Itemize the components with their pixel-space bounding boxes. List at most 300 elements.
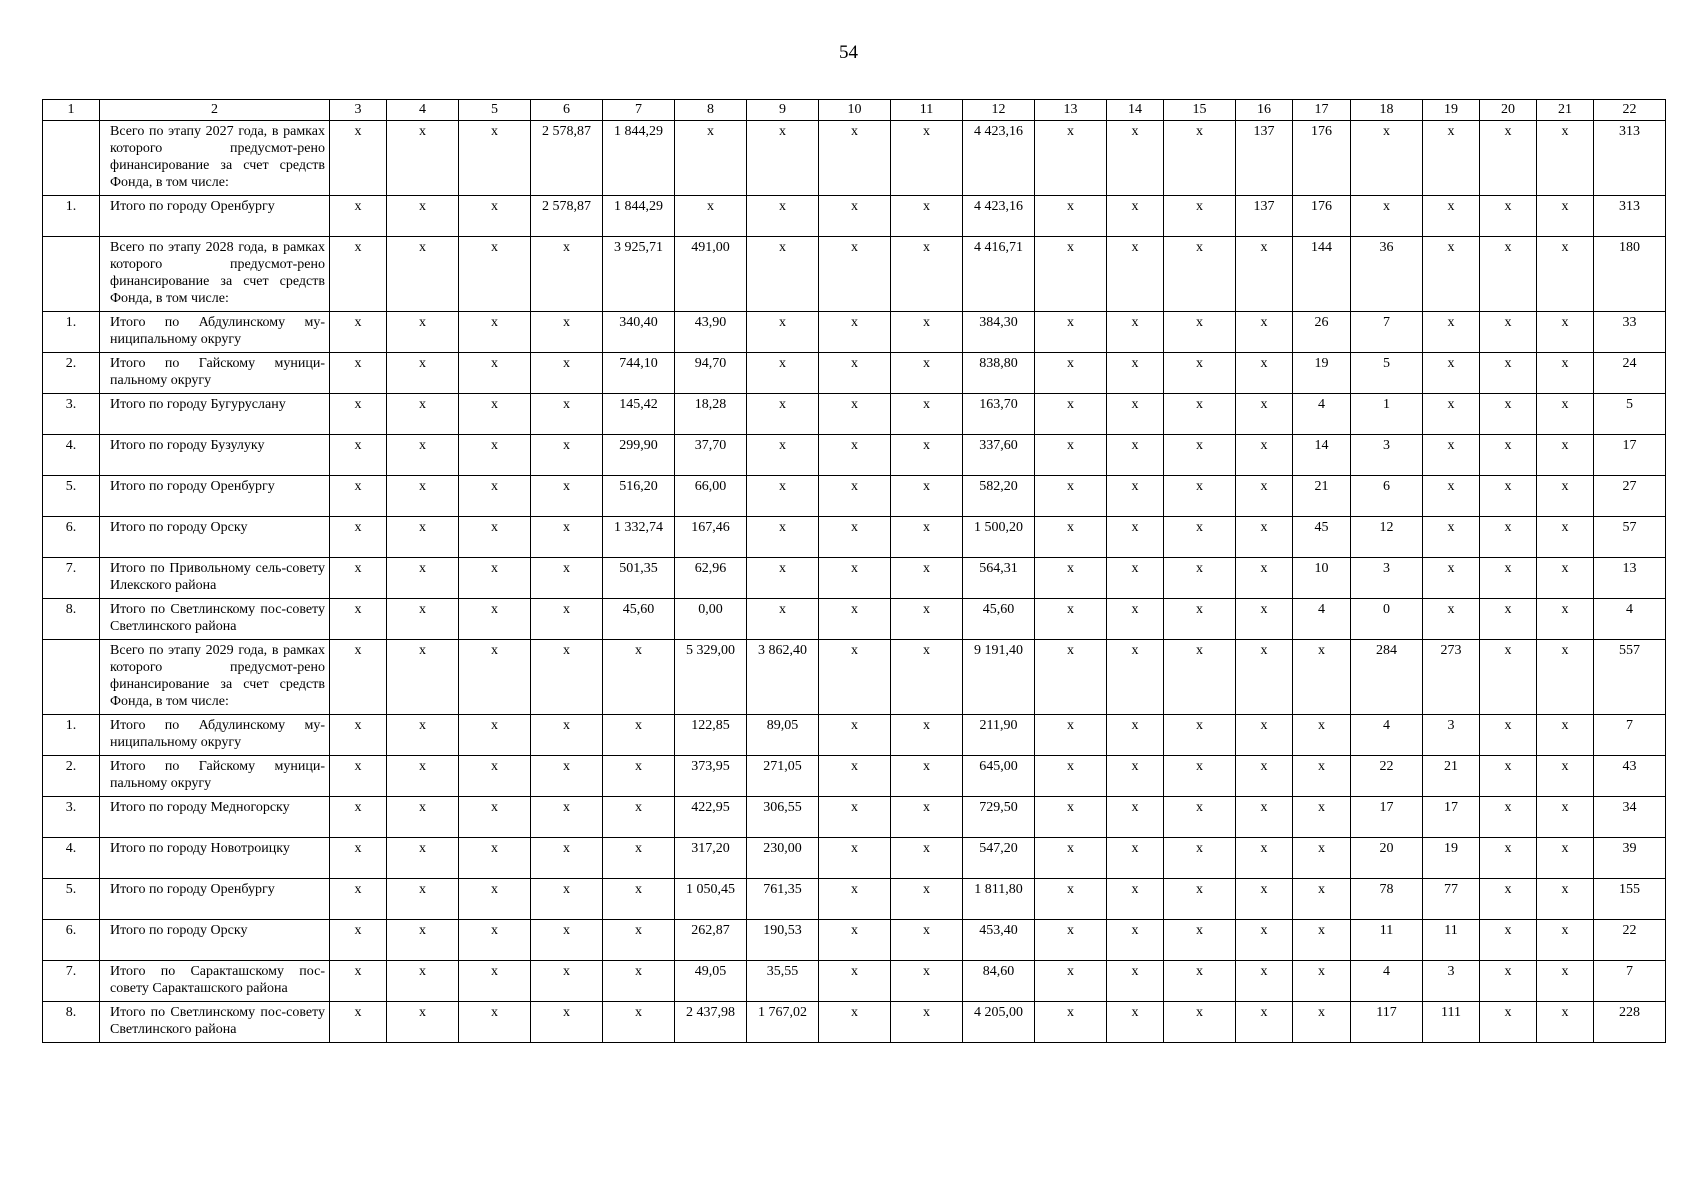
value-cell: х (1035, 879, 1107, 920)
value-cell: х (387, 961, 459, 1002)
value-cell: х (1035, 517, 1107, 558)
funding-table (42, 99, 1666, 1043)
value-cell: х (330, 715, 387, 756)
value-cell: х (387, 517, 459, 558)
value-cell: 26 (1293, 312, 1351, 353)
value-cell: 24 (1594, 353, 1666, 394)
table-row (43, 838, 1666, 879)
value-cell: 228 (1594, 1002, 1666, 1043)
column-header-15: 15 (1164, 100, 1236, 121)
value-cell: х (1537, 640, 1594, 715)
value-cell: х (675, 196, 747, 237)
value-cell: х (387, 640, 459, 715)
value-cell: х (1236, 797, 1293, 838)
value-cell: х (459, 961, 531, 1002)
table-row (43, 196, 1666, 237)
value-cell: 33 (1594, 312, 1666, 353)
value-cell: х (459, 237, 531, 312)
value-cell: х (1236, 476, 1293, 517)
value-cell: 317,20 (675, 838, 747, 879)
row-number-cell (43, 121, 100, 196)
value-cell: х (531, 517, 603, 558)
table-row (43, 121, 1666, 196)
value-cell: 384,30 (963, 312, 1035, 353)
value-cell: х (459, 558, 531, 599)
value-cell: х (1107, 1002, 1164, 1043)
value-cell: х (747, 353, 819, 394)
row-name-cell: Итого по городу Оренбургу (100, 879, 330, 920)
column-header-20: 20 (1480, 100, 1537, 121)
value-cell: х (1537, 517, 1594, 558)
value-cell: 1 767,02 (747, 1002, 819, 1043)
value-cell: х (1423, 476, 1480, 517)
value-cell: х (1236, 838, 1293, 879)
value-cell: х (1035, 920, 1107, 961)
value-cell: х (891, 640, 963, 715)
value-cell: х (603, 838, 675, 879)
value-cell: 13 (1594, 558, 1666, 599)
value-cell: х (1293, 640, 1351, 715)
value-cell: х (1107, 121, 1164, 196)
value-cell: х (1480, 237, 1537, 312)
value-cell: 4 (1293, 599, 1351, 640)
value-cell: 176 (1293, 196, 1351, 237)
value-cell: х (1480, 353, 1537, 394)
value-cell: 117 (1351, 1002, 1423, 1043)
value-cell: х (330, 756, 387, 797)
value-cell: х (1423, 237, 1480, 312)
table-row (43, 920, 1666, 961)
column-header-14: 14 (1107, 100, 1164, 121)
value-cell: х (1035, 640, 1107, 715)
value-cell: х (387, 1002, 459, 1043)
value-cell: х (1164, 476, 1236, 517)
value-cell: х (603, 961, 675, 1002)
value-cell: х (387, 435, 459, 476)
row-name-cell: Итого по городу Оренбургу (100, 196, 330, 237)
value-cell: 39 (1594, 838, 1666, 879)
value-cell: 838,80 (963, 353, 1035, 394)
column-header-16: 16 (1236, 100, 1293, 121)
value-cell: 4 423,16 (963, 196, 1035, 237)
value-cell: х (819, 879, 891, 920)
row-name-cell: Всего по этапу 2029 года, в рамках которого предусмот-рено финансирование за счет средств Фонда, в том числе: (100, 640, 330, 715)
value-cell: х (459, 920, 531, 961)
value-cell: х (1480, 715, 1537, 756)
row-name-cell: Итого по Гайскому муници-пальному округу (100, 756, 330, 797)
value-cell: 5 (1351, 353, 1423, 394)
value-cell: х (387, 312, 459, 353)
value-cell: х (1423, 599, 1480, 640)
value-cell: х (1107, 517, 1164, 558)
value-cell: х (531, 920, 603, 961)
value-cell: 547,20 (963, 838, 1035, 879)
value-cell: 11 (1423, 920, 1480, 961)
value-cell: х (819, 353, 891, 394)
value-cell: 4 (1293, 394, 1351, 435)
value-cell: х (891, 353, 963, 394)
value-cell: х (1480, 435, 1537, 476)
value-cell: х (1537, 961, 1594, 1002)
value-cell: 94,70 (675, 353, 747, 394)
value-cell: 4 205,00 (963, 1002, 1035, 1043)
value-cell: 262,87 (675, 920, 747, 961)
value-cell: х (819, 961, 891, 1002)
value-cell: 176 (1293, 121, 1351, 196)
value-cell: х (1164, 558, 1236, 599)
value-cell: х (819, 237, 891, 312)
value-cell: х (531, 394, 603, 435)
value-cell: 78 (1351, 879, 1423, 920)
value-cell: х (1164, 237, 1236, 312)
value-cell: х (891, 558, 963, 599)
value-cell: х (819, 838, 891, 879)
value-cell: х (1035, 961, 1107, 1002)
row-number-cell: 8. (43, 1002, 100, 1043)
value-cell: 77 (1423, 879, 1480, 920)
row-number-cell: 1. (43, 196, 100, 237)
value-cell: 21 (1293, 476, 1351, 517)
column-header-6: 6 (531, 100, 603, 121)
value-cell: 2 437,98 (675, 1002, 747, 1043)
value-cell: х (819, 121, 891, 196)
value-cell: х (330, 476, 387, 517)
value-cell: 4 423,16 (963, 121, 1035, 196)
column-header-17: 17 (1293, 100, 1351, 121)
value-cell: х (603, 797, 675, 838)
value-cell: х (1035, 715, 1107, 756)
table-row (43, 394, 1666, 435)
value-cell: х (1423, 196, 1480, 237)
value-cell: 3 925,71 (603, 237, 675, 312)
value-cell: 19 (1293, 353, 1351, 394)
value-cell: х (1164, 196, 1236, 237)
value-cell: х (1035, 312, 1107, 353)
value-cell: х (819, 1002, 891, 1043)
value-cell: 43,90 (675, 312, 747, 353)
value-cell: х (1480, 517, 1537, 558)
column-header-10: 10 (819, 100, 891, 121)
value-cell: х (819, 797, 891, 838)
value-cell: 729,50 (963, 797, 1035, 838)
value-cell: х (459, 476, 531, 517)
value-cell: х (1236, 961, 1293, 1002)
value-cell: х (819, 394, 891, 435)
value-cell: х (819, 756, 891, 797)
column-header-1: 1 (43, 100, 100, 121)
value-cell: х (891, 476, 963, 517)
value-cell: х (819, 312, 891, 353)
value-cell: 37,70 (675, 435, 747, 476)
value-cell: 144 (1293, 237, 1351, 312)
value-cell: х (1035, 838, 1107, 879)
value-cell: х (387, 920, 459, 961)
value-cell: х (1164, 961, 1236, 1002)
value-cell: х (1537, 756, 1594, 797)
value-cell: 453,40 (963, 920, 1035, 961)
value-cell: 155 (1594, 879, 1666, 920)
value-cell: х (747, 517, 819, 558)
value-cell: х (1107, 196, 1164, 237)
column-header-3: 3 (330, 100, 387, 121)
value-cell: х (1351, 121, 1423, 196)
value-cell: х (1236, 517, 1293, 558)
value-cell: 4 416,71 (963, 237, 1035, 312)
value-cell: 84,60 (963, 961, 1035, 1002)
value-cell: х (747, 476, 819, 517)
value-cell: 66,00 (675, 476, 747, 517)
value-cell: х (330, 920, 387, 961)
value-cell: 564,31 (963, 558, 1035, 599)
value-cell: х (1537, 435, 1594, 476)
value-cell: 36 (1351, 237, 1423, 312)
value-cell: х (1236, 394, 1293, 435)
value-cell: х (1537, 879, 1594, 920)
value-cell: 45,60 (603, 599, 675, 640)
value-cell: 582,20 (963, 476, 1035, 517)
value-cell: х (603, 920, 675, 961)
value-cell: х (891, 797, 963, 838)
table-row (43, 797, 1666, 838)
value-cell: 45 (1293, 517, 1351, 558)
value-cell: 27 (1594, 476, 1666, 517)
value-cell: 1 (1351, 394, 1423, 435)
value-cell: х (1164, 715, 1236, 756)
value-cell: х (1236, 1002, 1293, 1043)
value-cell: х (603, 756, 675, 797)
value-cell: х (1537, 838, 1594, 879)
value-cell: х (1236, 640, 1293, 715)
value-cell: х (459, 435, 531, 476)
value-cell: х (1480, 797, 1537, 838)
row-number-cell: 5. (43, 476, 100, 517)
column-header-7: 7 (603, 100, 675, 121)
value-cell: х (387, 838, 459, 879)
row-name-cell: Всего по этапу 2028 года, в рамках которого предусмот-рено финансирование за счет средств Фонда, в том числе: (100, 237, 330, 312)
value-cell: х (1164, 435, 1236, 476)
value-cell: 645,00 (963, 756, 1035, 797)
value-cell: х (1107, 756, 1164, 797)
value-cell: х (1537, 394, 1594, 435)
value-cell: х (1107, 599, 1164, 640)
value-cell: х (891, 237, 963, 312)
table-row (43, 353, 1666, 394)
value-cell: 6 (1351, 476, 1423, 517)
column-header-2: 2 (100, 100, 330, 121)
value-cell: х (1537, 312, 1594, 353)
column-header-13: 13 (1035, 100, 1107, 121)
value-cell: х (1537, 1002, 1594, 1043)
column-header-4: 4 (387, 100, 459, 121)
value-cell: х (1480, 312, 1537, 353)
value-cell: х (603, 640, 675, 715)
value-cell: х (531, 353, 603, 394)
value-cell: х (819, 435, 891, 476)
value-cell: х (531, 715, 603, 756)
value-cell: х (747, 121, 819, 196)
value-cell: х (1035, 394, 1107, 435)
value-cell: х (891, 961, 963, 1002)
value-cell: х (1537, 558, 1594, 599)
value-cell: х (1480, 476, 1537, 517)
row-number-cell: 3. (43, 394, 100, 435)
value-cell: х (891, 312, 963, 353)
value-cell: 299,90 (603, 435, 675, 476)
value-cell: 340,40 (603, 312, 675, 353)
value-cell: х (891, 1002, 963, 1043)
value-cell: 3 (1351, 558, 1423, 599)
value-cell: х (459, 797, 531, 838)
value-cell: х (531, 756, 603, 797)
value-cell: 111 (1423, 1002, 1480, 1043)
value-cell: х (330, 435, 387, 476)
table-row (43, 312, 1666, 353)
value-cell: х (603, 715, 675, 756)
value-cell: х (330, 599, 387, 640)
row-number-cell: 8. (43, 599, 100, 640)
value-cell: х (1293, 756, 1351, 797)
value-cell: 21 (1423, 756, 1480, 797)
value-cell: х (1236, 237, 1293, 312)
value-cell: 18,28 (675, 394, 747, 435)
value-cell: 4 (1351, 961, 1423, 1002)
value-cell: х (819, 920, 891, 961)
value-cell: 122,85 (675, 715, 747, 756)
value-cell: 11 (1351, 920, 1423, 961)
table-row (43, 640, 1666, 715)
value-cell: 20 (1351, 838, 1423, 879)
value-cell: х (1035, 476, 1107, 517)
value-cell: 337,60 (963, 435, 1035, 476)
value-cell: 62,96 (675, 558, 747, 599)
value-cell: х (891, 715, 963, 756)
value-cell: х (1035, 121, 1107, 196)
value-cell: х (459, 756, 531, 797)
value-cell: х (531, 558, 603, 599)
value-cell: х (1107, 879, 1164, 920)
value-cell: х (1537, 715, 1594, 756)
row-name-cell: Итого по Привольному сель-совету Илекского района (100, 558, 330, 599)
value-cell: х (1537, 797, 1594, 838)
value-cell: х (1236, 353, 1293, 394)
row-number-cell: 4. (43, 838, 100, 879)
value-cell: х (891, 517, 963, 558)
value-cell: х (1480, 394, 1537, 435)
value-cell: х (1480, 756, 1537, 797)
value-cell: х (330, 879, 387, 920)
value-cell: х (330, 121, 387, 196)
value-cell: х (1480, 961, 1537, 1002)
value-cell: х (531, 797, 603, 838)
value-cell: х (891, 196, 963, 237)
value-cell: 9 191,40 (963, 640, 1035, 715)
value-cell: х (819, 196, 891, 237)
value-cell: 3 (1423, 715, 1480, 756)
value-cell: х (387, 353, 459, 394)
value-cell: х (1107, 920, 1164, 961)
value-cell: х (1480, 196, 1537, 237)
value-cell: х (330, 838, 387, 879)
row-name-cell: Всего по этапу 2027 года, в рамках которого предусмот-рено финансирование за счет средств Фонда, в том числе: (100, 121, 330, 196)
value-cell: х (891, 920, 963, 961)
value-cell: х (531, 879, 603, 920)
value-cell: 516,20 (603, 476, 675, 517)
value-cell: х (459, 312, 531, 353)
column-header-19: 19 (1423, 100, 1480, 121)
value-cell: х (1423, 121, 1480, 196)
value-cell: х (603, 1002, 675, 1043)
value-cell: х (819, 517, 891, 558)
value-cell: 3 (1351, 435, 1423, 476)
value-cell: 89,05 (747, 715, 819, 756)
table-row (43, 558, 1666, 599)
value-cell: 557 (1594, 640, 1666, 715)
value-cell: 1 844,29 (603, 121, 675, 196)
value-cell: х (1236, 879, 1293, 920)
value-cell: х (387, 756, 459, 797)
row-name-cell: Итого по городу Медногорску (100, 797, 330, 838)
column-header-8: 8 (675, 100, 747, 121)
value-cell: 5 (1594, 394, 1666, 435)
row-name-cell: Итого по Абдулинскому му-ниципальному округу (100, 312, 330, 353)
value-cell: х (1164, 756, 1236, 797)
table-row (43, 1002, 1666, 1043)
value-cell: х (330, 394, 387, 435)
value-cell: х (819, 640, 891, 715)
value-cell: 180 (1594, 237, 1666, 312)
value-cell: х (1480, 599, 1537, 640)
value-cell: х (531, 476, 603, 517)
value-cell: х (330, 312, 387, 353)
value-cell: 45,60 (963, 599, 1035, 640)
value-cell: 7 (1594, 715, 1666, 756)
value-cell: х (1035, 353, 1107, 394)
value-cell: х (459, 517, 531, 558)
value-cell: х (747, 558, 819, 599)
value-cell: х (1293, 1002, 1351, 1043)
value-cell: 230,00 (747, 838, 819, 879)
table-row (43, 237, 1666, 312)
value-cell: х (1035, 756, 1107, 797)
value-cell: х (459, 353, 531, 394)
column-header-18: 18 (1351, 100, 1423, 121)
table-row (43, 599, 1666, 640)
row-number-cell: 6. (43, 920, 100, 961)
value-cell: 14 (1293, 435, 1351, 476)
value-cell: 284 (1351, 640, 1423, 715)
value-cell: х (330, 1002, 387, 1043)
value-cell: 145,42 (603, 394, 675, 435)
value-cell: х (1236, 435, 1293, 476)
value-cell: х (819, 599, 891, 640)
value-cell: 22 (1594, 920, 1666, 961)
row-number-cell: 4. (43, 435, 100, 476)
value-cell: 137 (1236, 121, 1293, 196)
value-cell: 35,55 (747, 961, 819, 1002)
value-cell: 57 (1594, 517, 1666, 558)
value-cell: х (1537, 353, 1594, 394)
column-header-9: 9 (747, 100, 819, 121)
value-cell: 1 332,74 (603, 517, 675, 558)
value-cell: 17 (1351, 797, 1423, 838)
value-cell: х (819, 715, 891, 756)
value-cell: 761,35 (747, 879, 819, 920)
value-cell: х (330, 961, 387, 1002)
value-cell: х (1236, 715, 1293, 756)
value-cell: 373,95 (675, 756, 747, 797)
value-cell: 211,90 (963, 715, 1035, 756)
value-cell: х (330, 196, 387, 237)
